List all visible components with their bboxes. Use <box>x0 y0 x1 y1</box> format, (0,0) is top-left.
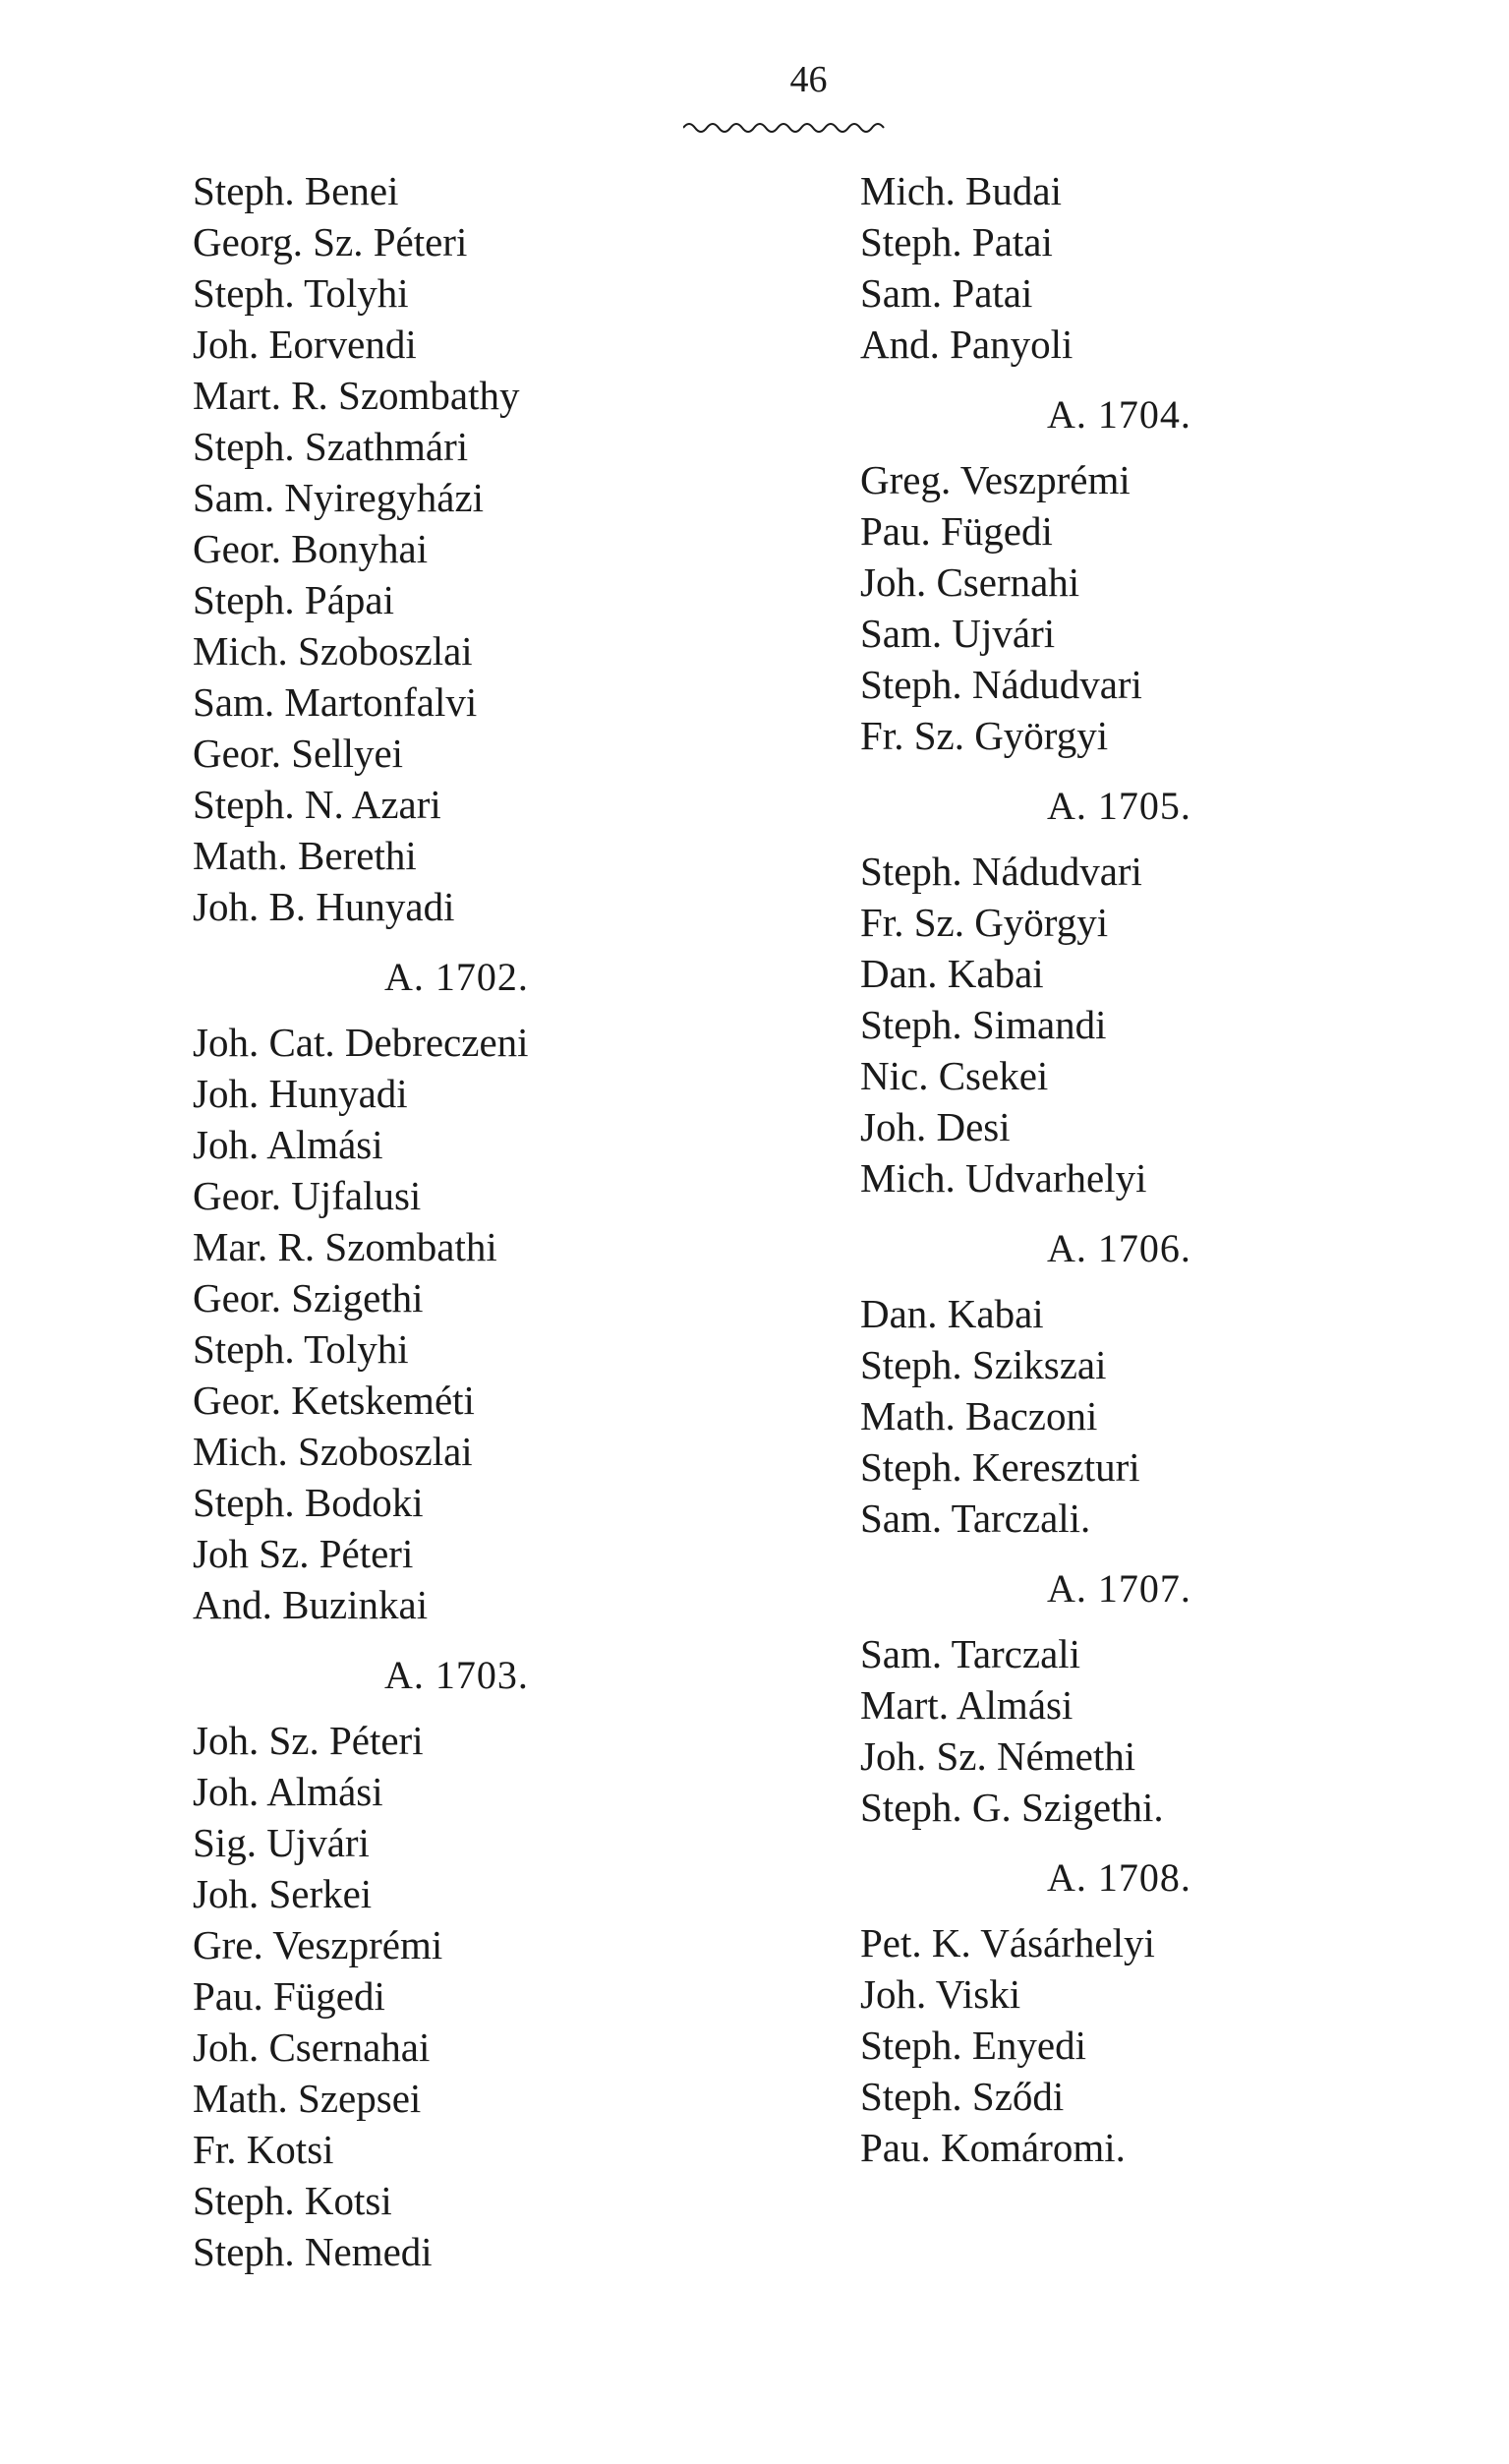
list-item: Joh. Serkei <box>193 1871 373 1916</box>
year-heading: A. 1702. <box>384 955 529 999</box>
page-number: 46 <box>789 59 828 100</box>
year-heading: A. 1708. <box>1047 1855 1191 1900</box>
year-heading: A. 1706. <box>1047 1226 1191 1270</box>
section-1702 <box>193 952 743 1630</box>
section-1706 <box>860 1223 1411 1544</box>
list-item: Geor. Bonyhai <box>193 526 429 571</box>
list-item: Joh. Sz. Péteri <box>193 1718 424 1763</box>
wavy-rule-ornament <box>683 116 890 136</box>
list-item: Joh. Csernahi <box>860 559 1080 605</box>
list-item: Geor. Szigethi <box>193 1275 424 1320</box>
section-1704 <box>860 389 1411 761</box>
list-item: Steph. Nádudvari <box>860 662 1142 707</box>
list-item: Math. Baczoni <box>860 1393 1098 1438</box>
list-item: Geor. Ketskeméti <box>193 1378 475 1423</box>
list-item: Greg. Veszprémi <box>860 457 1131 502</box>
list-item: Pet. K. Vásárhelyi <box>860 1920 1155 1965</box>
list-item: Joh. Almási <box>193 1122 383 1167</box>
list-item: Dan. Kabai <box>860 1291 1044 1336</box>
list-item: Steph. Sződi <box>860 2074 1065 2119</box>
list-item: Steph. Kotsi <box>193 2178 392 2223</box>
list-item: Steph. Pápai <box>193 577 394 622</box>
list-item: Joh. Eorvendi <box>193 322 417 367</box>
list-item: Sam. Patai <box>860 270 1033 316</box>
year-heading: A. 1707. <box>1047 1566 1191 1611</box>
list-item: Sam. Tarczali. <box>860 1496 1091 1541</box>
list-item: Mart. Almási <box>860 1682 1074 1728</box>
list-item: Mart. R. Szombathy <box>193 373 520 418</box>
section-1705 <box>860 781 1411 1203</box>
list-item: Joh. Desi <box>860 1104 1011 1149</box>
list-item: Geor. Sellyei <box>193 731 404 776</box>
list-item: Mar. R. Szombathi <box>193 1224 497 1269</box>
list-item: Joh Sz. Péteri <box>193 1531 414 1576</box>
list-item: Math. Szepsei <box>193 2076 422 2121</box>
list-item: Steph. N. Azari <box>193 782 441 827</box>
section-1707 <box>860 1563 1411 1833</box>
list-item: Steph. Tolyhi <box>193 1326 409 1372</box>
list-item: Joh. Csernahai <box>193 2024 431 2070</box>
year-heading: A. 1704. <box>1047 392 1191 437</box>
list-item: Steph. Tolyhi <box>193 270 409 316</box>
list-item: Steph. Nemedi <box>193 2229 433 2274</box>
list-item: Fr. Sz. Györgyi <box>860 713 1109 758</box>
list-item: Georg. Sz. Péteri <box>193 219 468 264</box>
list-item: Gre. Veszprémi <box>193 1922 443 1967</box>
left-column <box>193 165 743 2277</box>
list-item: Joh. Viski <box>860 1971 1021 2017</box>
left-top-list <box>193 165 743 932</box>
list-item: And. Panyoli <box>860 322 1074 367</box>
list-item: Mich. Szoboszlai <box>193 628 473 674</box>
list-item: Sig. Ujvári <box>193 1820 370 1865</box>
list-item: Pau. Fügedi <box>193 1973 385 2019</box>
list-item: Joh. Cat. Debreczeni <box>193 1020 529 1065</box>
year-heading: A. 1703. <box>384 1653 529 1697</box>
section-1703 <box>193 1650 743 2277</box>
section-1708 <box>860 1852 1411 2173</box>
list-item: Pau. Fügedi <box>860 508 1053 554</box>
right-column <box>860 165 1411 2173</box>
list-item: Steph. Bodoki <box>193 1480 424 1525</box>
list-item: Steph. G. Szigethi. <box>860 1785 1164 1830</box>
right-top-list <box>860 165 1411 370</box>
list-item: Nic. Csekei <box>860 1053 1049 1098</box>
list-item: Steph. Szikszai <box>860 1342 1107 1387</box>
list-item: And. Buzinkai <box>193 1582 429 1627</box>
list-item: Pau. Komáromi. <box>860 2125 1126 2170</box>
list-item: Steph. Benei <box>193 168 399 213</box>
list-item: Joh. Almási <box>193 1769 383 1814</box>
list-item: Dan. Kabai <box>860 951 1044 996</box>
list-item: Steph. Szathmári <box>193 424 469 469</box>
list-item: Sam. Nyiregyházi <box>193 475 485 520</box>
list-item: Math. Berethi <box>193 833 417 878</box>
list-item: Steph. Enyedi <box>860 2023 1087 2068</box>
list-item: Joh. B. Hunyadi <box>193 884 455 929</box>
year-heading: A. 1705. <box>1047 784 1191 828</box>
list-item: Fr. Kotsi <box>193 2127 334 2172</box>
list-item: Joh. Sz. Némethi <box>860 1733 1136 1779</box>
list-item: Steph. Patai <box>860 219 1053 264</box>
list-item: Geor. Ujfalusi <box>193 1173 422 1218</box>
list-item: Steph. Simandi <box>860 1002 1107 1047</box>
list-item: Sam. Tarczali <box>860 1631 1081 1676</box>
list-item: Mich. Udvarhelyi <box>860 1155 1147 1201</box>
list-item: Mich. Budai <box>860 168 1062 213</box>
list-item: Joh. Hunyadi <box>193 1071 408 1116</box>
list-item: Steph. Kereszturi <box>860 1444 1140 1490</box>
list-item: Mich. Szoboszlai <box>193 1429 473 1474</box>
list-item: Sam. Martonfalvi <box>193 679 478 725</box>
list-item: Sam. Ujvári <box>860 611 1056 656</box>
list-item: Fr. Sz. Györgyi <box>860 900 1109 945</box>
list-item: Steph. Nádudvari <box>860 849 1142 894</box>
